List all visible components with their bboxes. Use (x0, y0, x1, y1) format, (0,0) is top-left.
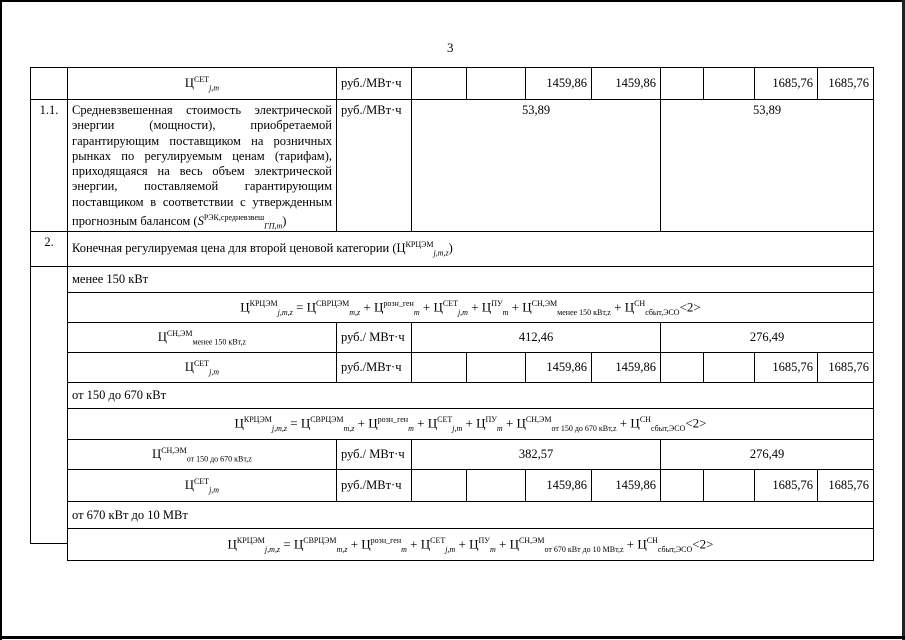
row7-val-1: 1459,86 (525, 352, 592, 383)
row7-units: руб./МВт·ч (336, 352, 412, 383)
page-number: 3 (447, 40, 454, 55)
row7-val-empty-2 (466, 352, 526, 383)
row10-symbol: $Ц^{СН,ЭМ}_{от 150 до 670 кВт,z}$ (67, 439, 337, 470)
formula-under-150: $Ц^{КРЦЭМ}_{j,m,z} = Ц^{СВРЦЭМ}_{m,z} + Ц^{розн\_ген}_m + Ц^{СЕТ}_{j,m} + Ц^{ПУ}_m + Ц^{СН,ЭМ}_{менее 150 кВт,z} + Ц^{СН}_{сбыт,ЭСО}<2>$ (67, 292, 874, 323)
category-under-150: менее 150 кВт (67, 266, 874, 293)
row7-val-empty-4 (703, 352, 755, 383)
row10-value-1: 382,57 (411, 439, 661, 470)
row2-description: Средневзвешенная стоимость электрической энергии (мощности), приобретаемой гарантирующим поставщиком на розничных рынках по регулируемым ценам (тарифам), приходящаяся на весь объем электрической энергии, поставляемой гарантирующим поставщиком в соответствии с утвержденным прогнозным балансом $(S^{РЭК,средневзвеш}_{ГП,m})$ (67, 99, 337, 232)
category-670-10mw: от 670 кВт до 10 МВт (67, 501, 874, 529)
row10-units: руб./ МВт·ч (336, 439, 412, 470)
page-border-left (0, 0, 2, 640)
row11-units: руб./МВт·ч (336, 469, 412, 502)
row6-units: руб./ МВт·ч (336, 322, 412, 353)
row6-symbol: $Ц^{СН,ЭМ}_{менее 150 кВт,z}$ (67, 322, 337, 353)
row2-value-1: 53,89 (411, 99, 661, 232)
row1-val-empty-4 (703, 67, 755, 100)
row2-value-2: 53,89 (660, 99, 874, 232)
row7-val-empty-3 (660, 352, 704, 383)
row11-val-1: 1459,86 (525, 469, 592, 502)
row11-val-4: 1685,76 (817, 469, 874, 502)
row11-val-3: 1685,76 (754, 469, 818, 502)
row1-val-3: 1685,76 (754, 67, 818, 100)
row6-value-1: 412,46 (411, 322, 661, 353)
row2-units: руб./МВт·ч (336, 99, 412, 232)
row11-symbol: $Ц^{СЕТ}_{j,m}$ (67, 469, 337, 502)
row11-val-empty-1 (411, 469, 467, 502)
formula-670-10mw: $Ц^{КРЦЭМ}_{j,m,z} = Ц^{СВРЦЭМ}_{m,z} + Ц^{розн\_ген}_m + Ц^{СЕТ}_{j,m} + Ц^{ПУ}_m + Ц^{СН,ЭМ}_{от 670 кВт до 10 МВт,z} + Ц^{СН}_{сбыт,ЭСО}<2>$ (67, 528, 874, 561)
row7-symbol: $Ц^{СЕТ}_{j,m}$ (67, 352, 337, 383)
row3-heading: Конечная регулируемая цена для второй ценовой категории $(Ц^{КРЦЭМ}_{j,m,z})$ (67, 231, 874, 267)
row6-value-2: 276,49 (660, 322, 874, 353)
row1-val-2: 1459,86 (591, 67, 661, 100)
section-num-column (30, 266, 68, 544)
row11-val-2: 1459,86 (591, 469, 661, 502)
category-150-670: от 150 до 670 кВт (67, 382, 874, 409)
row1-val-empty-3 (660, 67, 704, 100)
row7-val-2: 1459,86 (591, 352, 661, 383)
row7-val-empty-1 (411, 352, 467, 383)
page-border-bottom (0, 636, 905, 639)
row1-val-empty-2 (466, 67, 526, 100)
row1-num-cell (30, 67, 68, 100)
row1-val-1: 1459,86 (525, 67, 592, 100)
row1-val-4: 1685,76 (817, 67, 874, 100)
page-border-top (0, 0, 905, 2)
row11-val-empty-4 (703, 469, 755, 502)
row1-units: руб./МВт·ч (336, 67, 412, 100)
row10-value-2: 276,49 (660, 439, 874, 470)
row2-num: 1.1. (30, 99, 68, 232)
row3-num: 2. (30, 231, 68, 267)
row7-val-4: 1685,76 (817, 352, 874, 383)
row7-val-3: 1685,76 (754, 352, 818, 383)
row1-val-empty-1 (411, 67, 467, 100)
row11-val-empty-2 (466, 469, 526, 502)
formula-150-670: $Ц^{КРЦЭМ}_{j,m,z} = Ц^{СВРЦЭМ}_{m,z} + Ц^{розн\_ген}_m + Ц^{СЕТ}_{j,m} + Ц^{ПУ}_m + Ц^{СН,ЭМ}_{от 150 до 670 кВт,z} + Ц^{СН}_{сбыт,ЭСО}<2>$ (67, 408, 874, 440)
row1-symbol: $Ц^{СЕТ}_{j,m}$ (67, 67, 337, 100)
row11-val-empty-3 (660, 469, 704, 502)
